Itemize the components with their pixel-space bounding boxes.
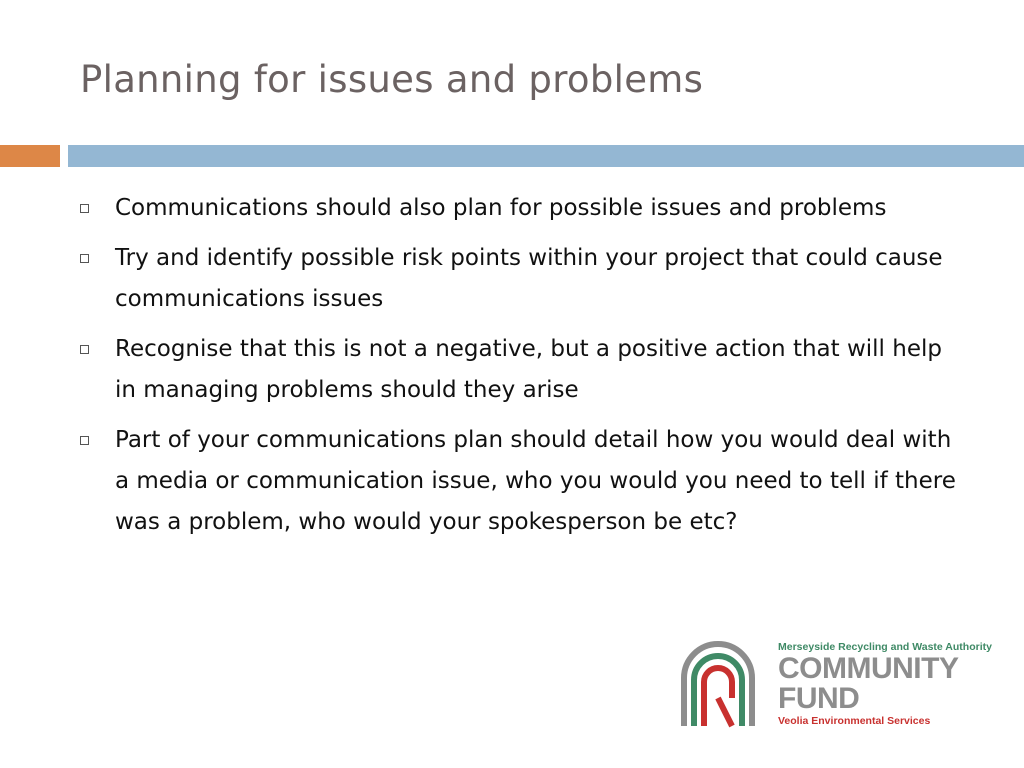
- logo-community-text: COMMUNITY: [778, 652, 959, 685]
- bullet-item: [0, 329, 1024, 411]
- bullet-item: [0, 238, 1024, 320]
- square-bullet-icon: [80, 254, 89, 263]
- square-bullet-icon: [80, 345, 89, 354]
- logo-fund-text: FUND: [778, 682, 860, 715]
- rainbow-arch-r-icon: [678, 640, 758, 728]
- bullet-text: Communications should also plan for possible issues and problems: [115, 195, 887, 221]
- bullet-text: Try and identify possible risk points within your project that could cause communications issues: [115, 245, 943, 312]
- logo-partner-text: Veolia Environmental Services: [778, 715, 931, 727]
- bullet-list: [0, 188, 1024, 552]
- title-rule-accent: [0, 145, 60, 167]
- square-bullet-icon: [80, 436, 89, 445]
- bullet-text: Recognise that this is not a negative, but a positive action that will help in managing problems should they arise: [115, 336, 942, 403]
- slide-title: Planning for issues and problems: [80, 58, 704, 101]
- title-rule-bar: [68, 145, 1024, 167]
- square-bullet-icon: [80, 204, 89, 213]
- bullet-text: Part of your communications plan should detail how you would deal with a media or communication issue, who you would you need to tell if there was a problem, who would your spokesperson be etc?: [115, 427, 956, 535]
- logo-authority-text: Merseyside Recycling and Waste Authority: [778, 641, 992, 653]
- bullet-item: [0, 420, 1024, 543]
- bullet-item: [0, 188, 1024, 229]
- community-fund-logo: [678, 640, 992, 730]
